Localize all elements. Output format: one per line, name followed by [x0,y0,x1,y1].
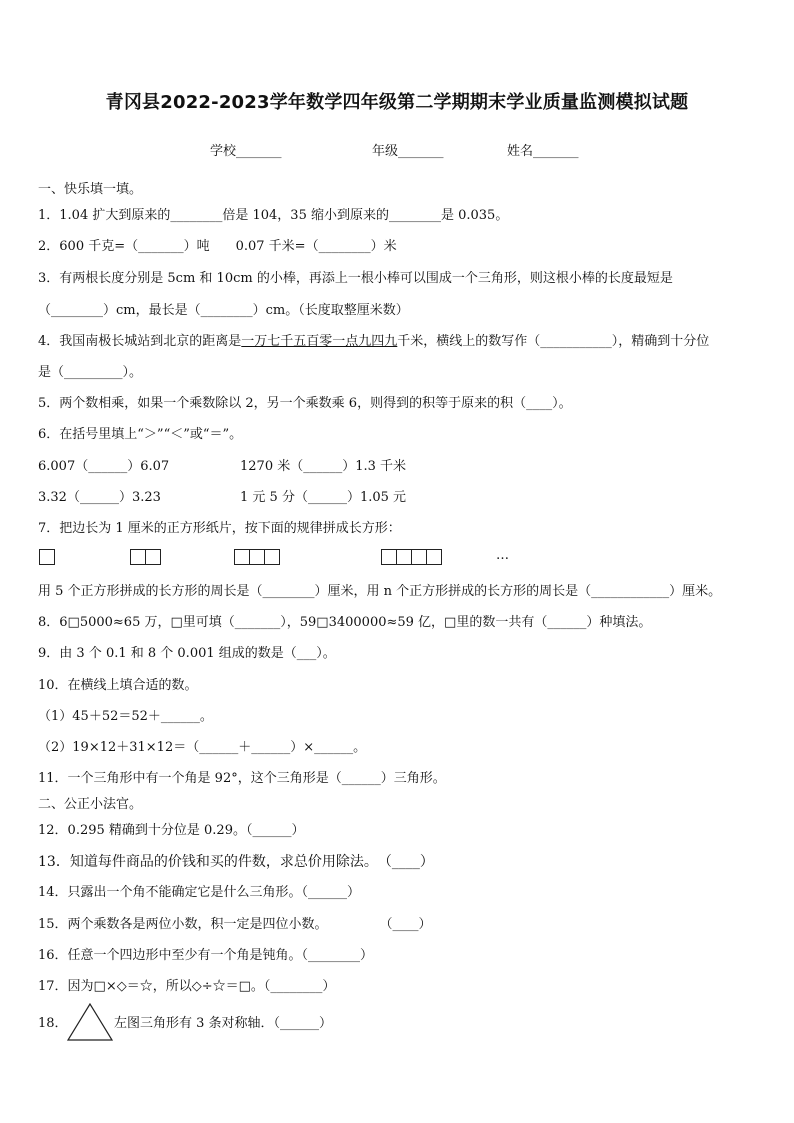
question: 5．两个数相乘，如果一个乘数除以 2，另一个乘数乘 6，则得到的积等于原来的积（____）。 [38,396,572,411]
question: 2．600 千克=（_______）吨 0.07 千米=（________）米 [38,239,397,254]
question: 17．因为□×◇＝☆，所以◇÷☆＝□。（________） [38,979,336,994]
sub-question: （2）19×12＋31×12＝（______＋______）×______。 [38,740,367,755]
question: 12．0.295 精确到十分位是 0.29。（______） [38,823,305,838]
ellipsis: … [496,548,509,563]
compare-item: 6.007（______）6.07 [38,459,170,474]
square-row-3 [234,549,279,565]
question: 7．把边长为 1 厘米的正方形纸片，按下面的规律拼成长方形： [38,521,401,536]
section-heading: 二、公正小法官。 [38,797,143,812]
square-row-4 [381,549,441,565]
question: 3．有两根长度分别是 5cm 和 10cm 的小棒，再添上一根小棒可以围成一个三角形，则这根小棒的长度最短是 [38,271,673,286]
question-number: 18． [38,1016,68,1031]
square-row-1 [39,549,54,565]
question: 13．知道每件商品的价钱和买的件数，求总价用除法。 （____） [38,854,434,870]
name-field[interactable]: 姓名_______ [507,144,579,159]
question: 左图三角形有 3 条对称轴．（______） [114,1016,333,1031]
question: 8．6□5000≈65 万，□里可填（_______），59□3400000≈59 亿，□里的数一共有（______）种填法。 [38,615,652,630]
grade-field[interactable]: 年级_______ [372,144,444,159]
question: 16．任意一个四边形中至少有一个角是钝角。（________） [38,948,374,963]
question: 10．在横线上填合适的数。 [38,678,198,693]
triangle-figure [66,1002,114,1042]
question-text: 4．我国南极长城站到北京的距离是 [38,334,242,349]
question: 14．只露出一个角不能确定它是什么三角形。（______） [38,885,361,900]
question: 15．两个乘数各是两位小数，积一定是四位小数。 （____） [38,917,432,932]
question-continuation: （________）cm，最长是（________）cm。（长度取整厘米数） [38,303,409,318]
sub-question: （1）45＋52＝52＋______。 [38,709,213,724]
question: 6．在括号里填上“＞”“＜”或“＝”。 [38,427,243,442]
question-continuation: 用 5 个正方形拼成的长方形的周长是（________）厘米，用 n 个正方形拼成的长方形的周长是（____________）厘米。 [38,584,722,599]
underlined-number-words: 一万七千五百零一点九四九 [241,334,398,349]
question: 1．1.04 扩大到原来的________倍是 104，35 缩小到原来的________是 0.035。 [38,208,509,223]
section-heading: 一、快乐填一填。 [38,182,143,197]
question: 11．一个三角形中有一个角是 92°，这个三角形是（______）三角形。 [38,771,446,786]
question [38,333,709,351]
page-title: 青冈县2022-2023学年数学四年级第二学期期末学业质量监测模拟试题 [105,92,689,113]
square-row-2 [130,549,160,565]
compare-item: 1270 米（______）1.3 千米 [240,459,407,474]
school-field[interactable]: 学校_______ [210,144,282,159]
question: 9．由 3 个 0.1 和 8 个 0.001 组成的数是（___）。 [38,646,336,661]
compare-item: 3.32（______）3.23 [38,490,161,505]
question-continuation: 是（_________）。 [38,365,143,380]
compare-item: 1 元 5 分（______）1.05 元 [240,490,407,505]
question-text: 千米，横线上的数写作（___________），精确到十分位 [397,334,710,349]
